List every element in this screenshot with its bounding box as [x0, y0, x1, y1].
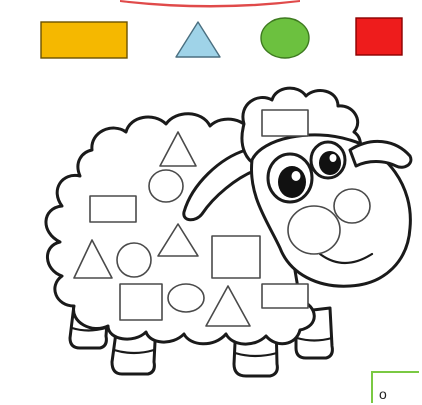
body-square-bottom[interactable] [120, 284, 162, 320]
color-key [41, 18, 402, 58]
body-circle-top[interactable] [149, 170, 183, 202]
legend-yellow-rectangle[interactable] [41, 22, 127, 58]
face-circle-small[interactable] [334, 189, 370, 223]
body-circle-left[interactable] [117, 243, 151, 277]
sheep-drawing [46, 88, 411, 376]
body-rectangle-bottom-right[interactable] [262, 284, 308, 308]
face-circle-large[interactable] [288, 206, 340, 254]
head-rectangle[interactable] [262, 110, 308, 136]
legend-green-circle[interactable] [261, 18, 309, 58]
body-circle-bottom[interactable] [168, 284, 204, 312]
legend-red-square[interactable] [356, 18, 402, 55]
corner-label: o [371, 371, 419, 403]
body-square-middle[interactable] [212, 236, 260, 278]
legend-blue-triangle[interactable] [176, 22, 220, 57]
top-border-strip [120, 0, 300, 8]
body-rectangle-left[interactable] [90, 196, 136, 222]
